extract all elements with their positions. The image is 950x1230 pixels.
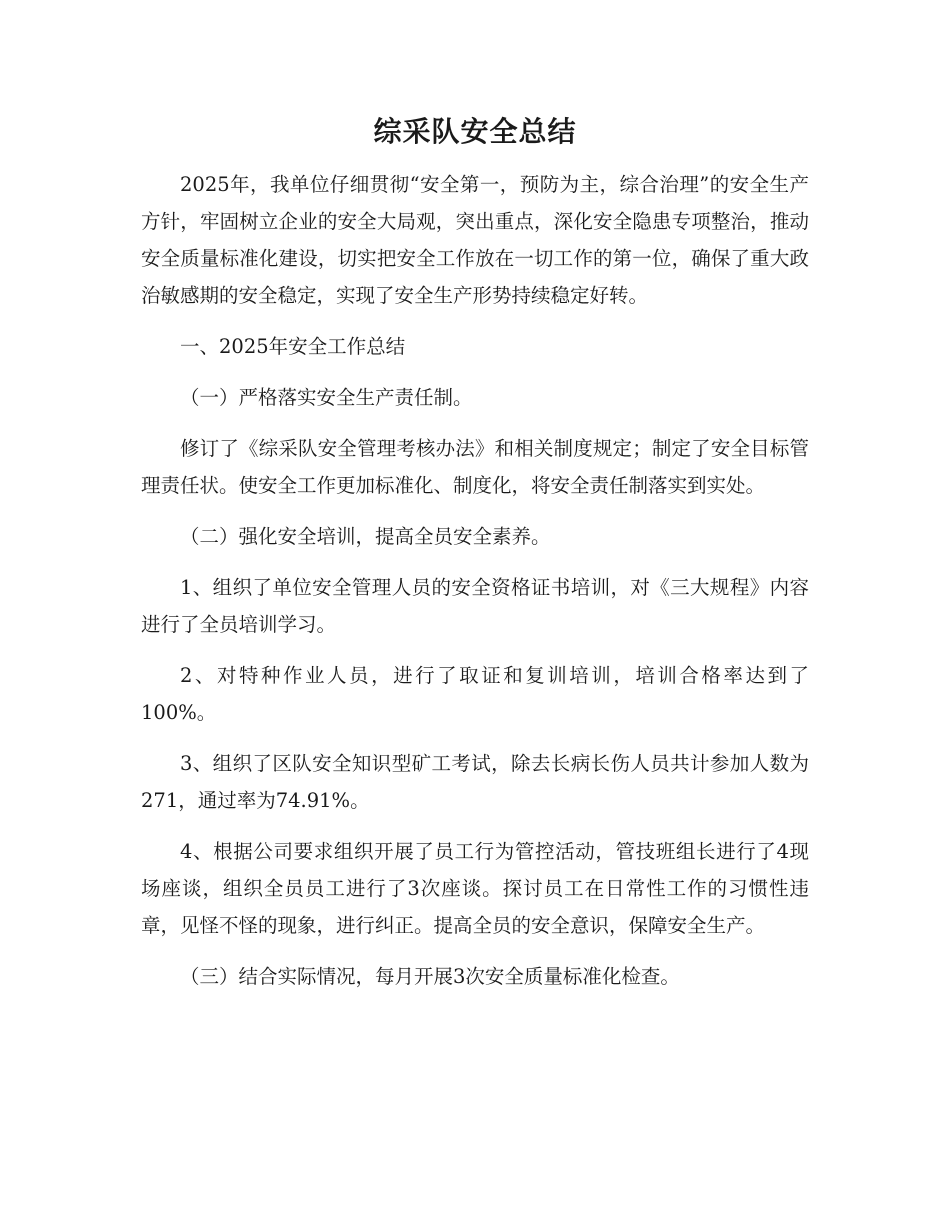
document-title: 综采队安全总结: [373, 115, 577, 148]
training-item-4: 4、根据公司要求组织开展了员工行为管控活动，管技班组长进行了4现场座谈，组织全员员工进行了3次座谈。探讨员工在日常性工作的习惯性违章，见怪不怪的现象，进行纠正。提高全员的安全意识，保障安全生产。: [141, 840, 809, 937]
subsection-heading-2: （二）强化安全培训，提高全员安全素养。: [180, 525, 551, 548]
subsection-heading-3: （三）结合实际情况，每月开展3次安全质量标准化检查。: [180, 965, 680, 988]
responsibility-paragraph: 修订了《综采队安全管理考核办法》和相关制度规定；制定了安全目标管理责任状。使安全工作更加标准化、制度化，将安全责任制落实到实处。: [141, 437, 809, 497]
training-item-2: 2、对特种作业人员，进行了取证和复训培训，培训合格率达到了100%。: [141, 664, 809, 724]
subsection-heading-1: （一）严格落实安全生产责任制。: [180, 386, 473, 409]
training-item-1: 1、组织了单位安全管理人员的安全资格证书培训，对《三大规程》内容进行了全员培训学习。: [141, 576, 809, 636]
document-body: [141, 166, 809, 1009]
section-heading-1: 一、2025年安全工作总结: [180, 335, 406, 358]
training-item-3: 3、组织了区队安全知识型矿工考试，除去长病长伤人员共计参加人数为271，通过率为74.91%。: [141, 752, 809, 812]
intro-paragraph: 2025年，我单位仔细贯彻“安全第一，预防为主，综合治理”的安全生产方针，牢固树立企业的安全大局观，突出重点，深化安全隐患专项整治，推动安全质量标准化建设，切实把安全工作放在一切工作的第一位，确保了重大政治敏感期的安全稳定，实现了安全生产形势持续稳定好转。: [141, 173, 809, 307]
